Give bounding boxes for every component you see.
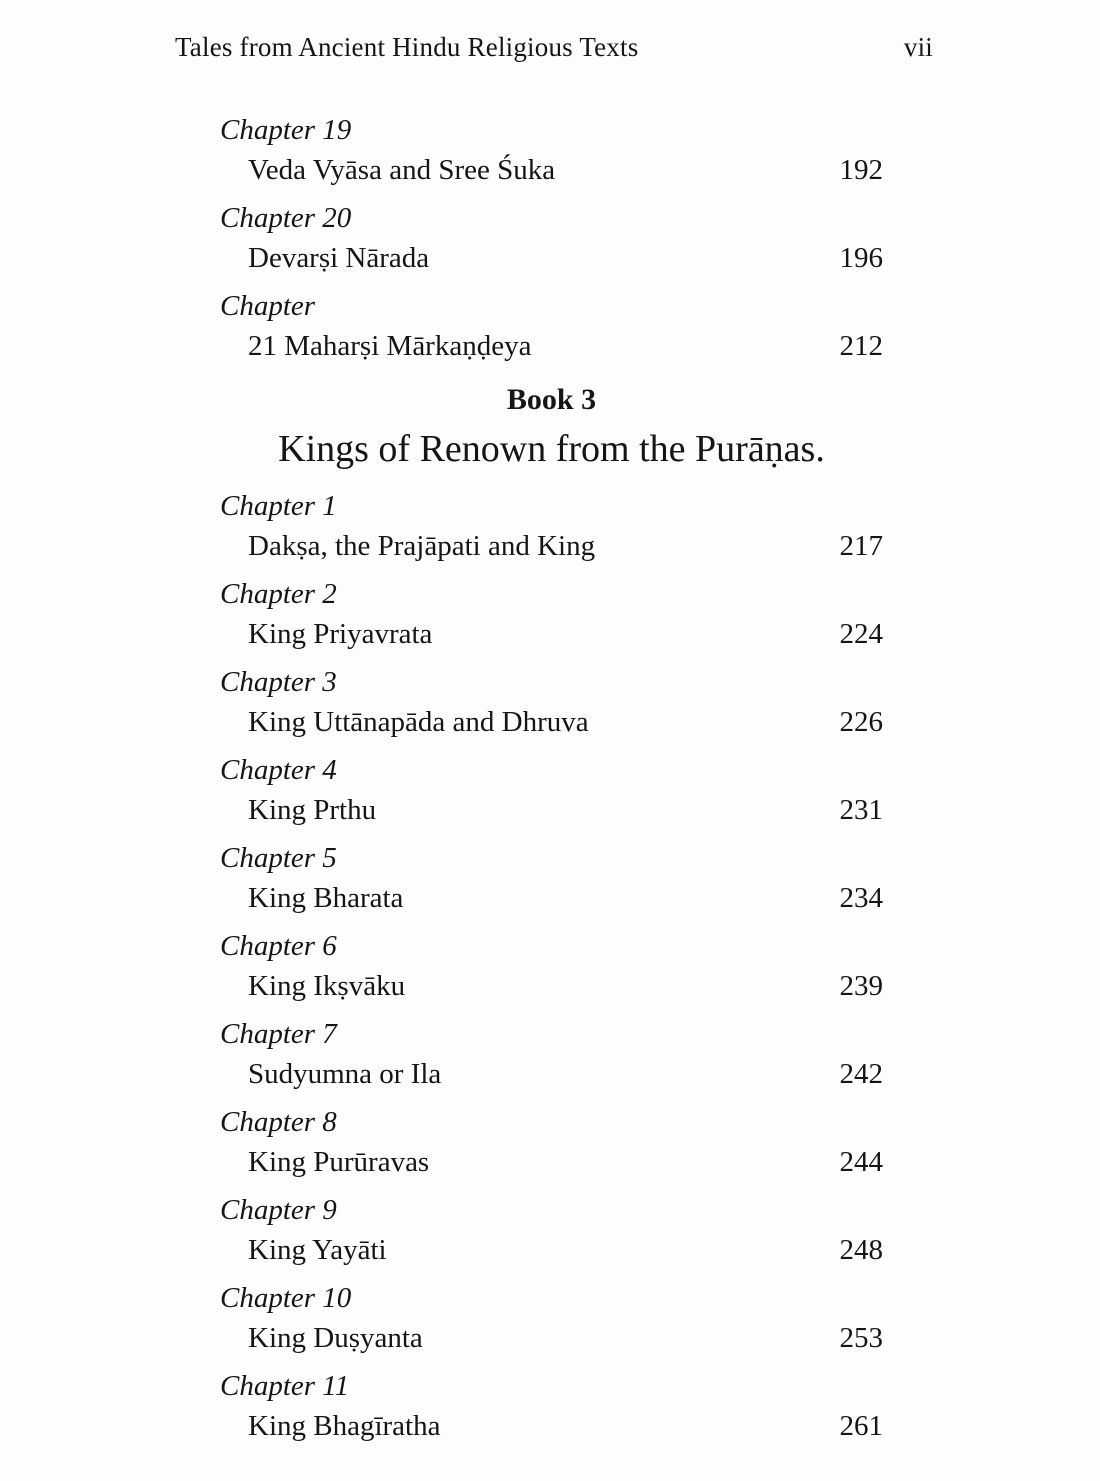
toc-entries-preceding-book	[220, 110, 883, 366]
chapter-page-number: 196	[839, 242, 883, 274]
folio-page-number: vii	[903, 32, 933, 62]
chapter-title-row	[220, 966, 883, 1006]
chapter-title-row	[220, 1142, 883, 1182]
chapter-title: 21 Maharṣi Mārkaṇḍeya	[248, 330, 532, 362]
toc-entries-book-3	[220, 486, 883, 1446]
chapter-title-row	[220, 238, 883, 278]
chapter-page-number: 226	[839, 706, 883, 738]
chapter-page-number: 248	[839, 1234, 883, 1266]
toc-entry	[220, 750, 883, 830]
chapter-page-number: 253	[839, 1322, 883, 1354]
toc-entry	[220, 198, 883, 278]
book-label: Book 3	[506, 383, 597, 416]
chapter-title: King Yayāti	[248, 1234, 387, 1266]
toc-entry	[220, 1102, 883, 1182]
chapter-page-number: 212	[839, 330, 883, 362]
chapter-title-row	[220, 1318, 883, 1358]
book-title: Kings of Renown from the Purāṇas.	[278, 428, 825, 470]
chapter-title: Veda Vyāsa and Sree Śuka	[248, 154, 556, 186]
toc-entry	[220, 1366, 883, 1446]
chapter-page-number: 244	[839, 1146, 883, 1178]
chapter-label: Chapter 10	[220, 1282, 352, 1314]
chapter-page-number: 261	[839, 1410, 883, 1442]
chapter-label: Chapter 3	[220, 666, 337, 698]
chapter-title: Devarṣi Nārada	[248, 242, 430, 274]
chapter-label: Chapter	[220, 290, 316, 322]
chapter-label: Chapter 6	[220, 930, 337, 962]
toc-entry	[220, 486, 883, 566]
chapter-title-row	[220, 614, 883, 654]
toc-entry	[220, 1190, 883, 1270]
toc-entry	[220, 1278, 883, 1358]
chapter-title: Dakṣa, the Prajāpati and King	[248, 530, 596, 562]
toc-entry	[220, 574, 883, 654]
toc-entry	[220, 838, 883, 918]
chapter-title-row	[220, 878, 883, 918]
chapter-title-row	[220, 1406, 883, 1446]
chapter-label: Chapter 9	[220, 1194, 337, 1226]
running-title: Tales from Ancient Hindu Religious Texts	[175, 32, 639, 62]
chapter-page-number: 192	[839, 154, 883, 186]
toc-entry	[220, 1014, 883, 1094]
page-header	[175, 30, 933, 64]
chapter-title-row	[220, 790, 883, 830]
chapter-title: King Ikṣvāku	[248, 970, 406, 1002]
chapter-title: King Duṣyanta	[248, 1322, 423, 1354]
chapter-title-row	[220, 1054, 883, 1094]
chapter-page-number: 231	[839, 794, 883, 826]
toc-entry	[220, 286, 883, 366]
chapter-title: King Prthu	[248, 794, 377, 826]
chapter-title-row	[220, 526, 883, 566]
chapter-label: Chapter 5	[220, 842, 337, 874]
book-heading	[220, 378, 883, 476]
chapter-page-number: 234	[839, 882, 883, 914]
chapter-label: Chapter 2	[220, 578, 337, 610]
chapter-title-row	[220, 326, 883, 366]
chapter-title: King Bhagīratha	[248, 1410, 441, 1442]
chapter-label: Chapter 20	[220, 202, 352, 234]
chapter-label: Chapter 19	[220, 114, 352, 146]
chapter-page-number: 224	[839, 618, 883, 650]
chapter-label: Chapter 11	[220, 1370, 350, 1402]
toc-entry	[220, 110, 883, 190]
chapter-label: Chapter 7	[220, 1018, 337, 1050]
chapter-title-row	[220, 1230, 883, 1270]
chapter-label: Chapter 4	[220, 754, 337, 786]
chapter-title: King Bharata	[248, 882, 404, 914]
chapter-label: Chapter 1	[220, 490, 337, 522]
chapter-title: King Priyavrata	[248, 618, 433, 650]
chapter-label: Chapter 8	[220, 1106, 337, 1138]
toc-entry	[220, 926, 883, 1006]
chapter-page-number: 242	[839, 1058, 883, 1090]
chapter-title-row	[220, 150, 883, 190]
chapter-title-row	[220, 702, 883, 742]
chapter-title: King Purūravas	[248, 1146, 430, 1178]
chapter-title: King Uttānapāda and Dhruva	[248, 706, 589, 738]
chapter-page-number: 239	[839, 970, 883, 1002]
chapter-page-number: 217	[839, 530, 883, 562]
table-of-contents	[220, 110, 883, 1446]
chapter-title: Sudyumna or Ila	[248, 1058, 442, 1090]
toc-entry	[220, 662, 883, 742]
